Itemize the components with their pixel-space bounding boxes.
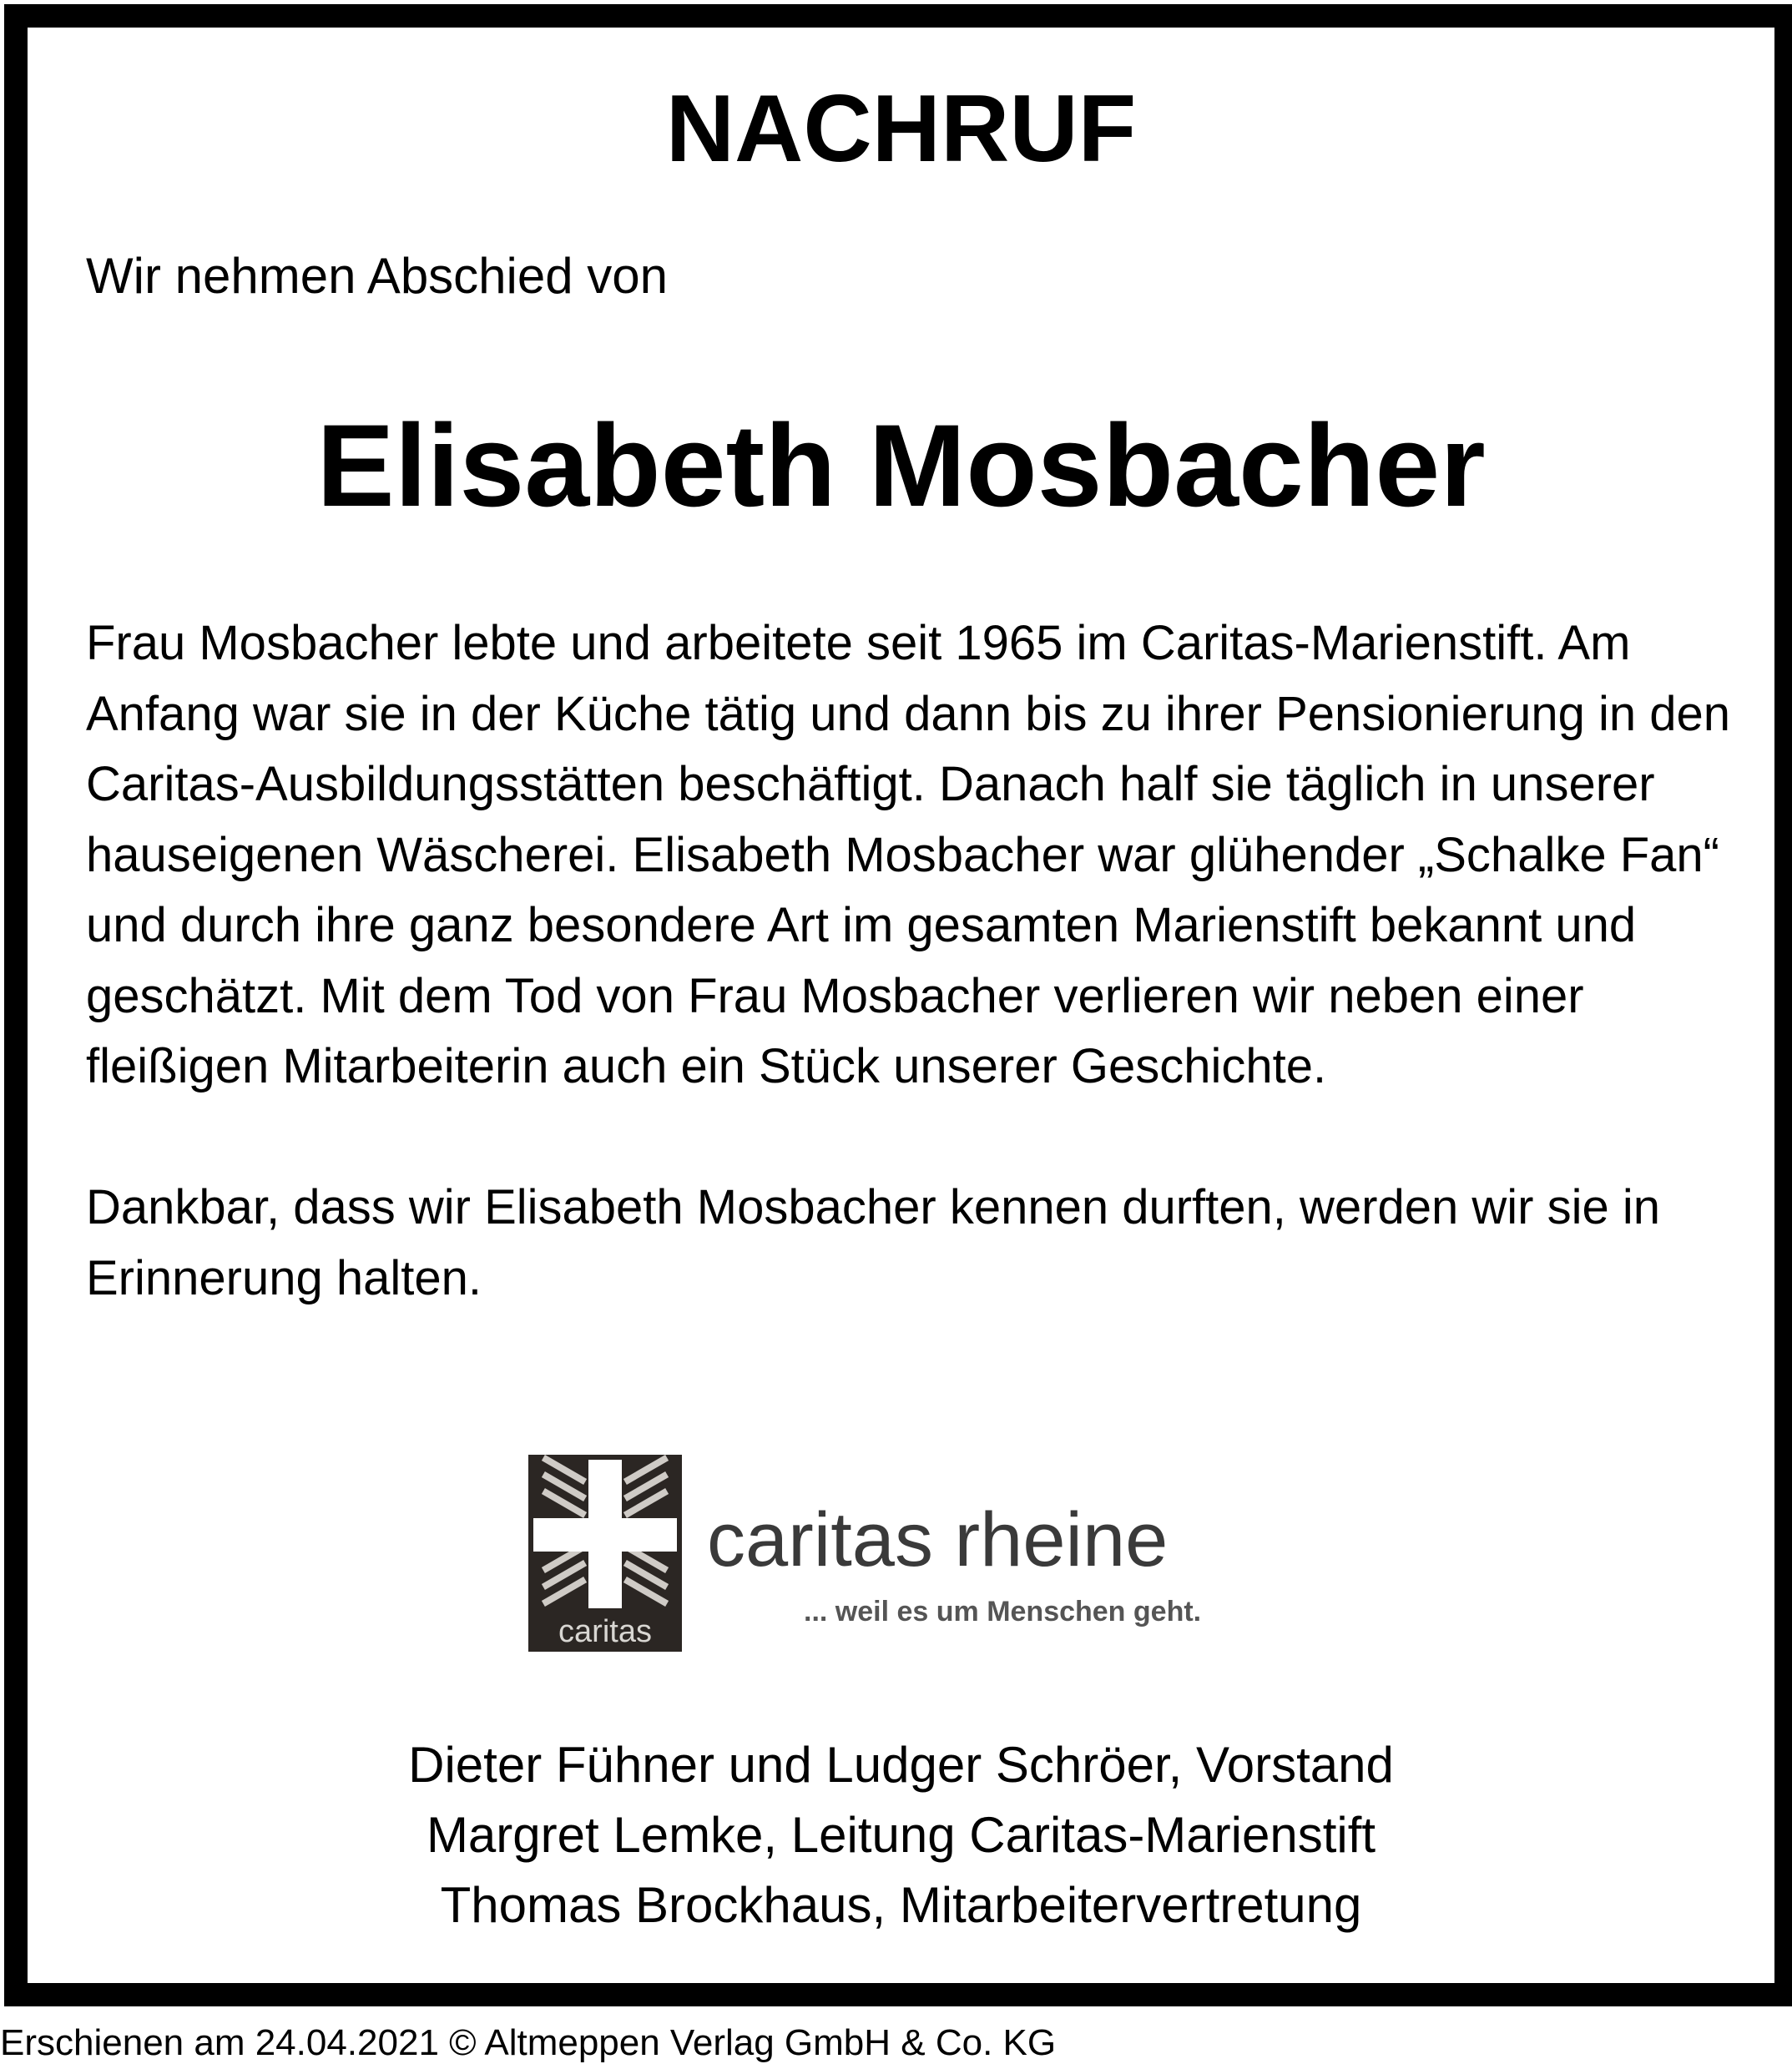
signature-line-2: Margret Lemke, Leitung Caritas-Marienstift	[426, 1807, 1376, 1863]
body-paragraph-1: Frau Mosbacher lebte und arbeitete seit 1965 im Caritas-Marienstift. Am Anfang war sie in der Küche tätig und dann bis zu ihrer Pensionierung in den Caritas-Ausbildungsstätten beschäftigt. Danach half sie täglich in unserer hauseigenen Wäscherei. Elisabeth Mosbacher war glühender „Schalke Fan“ und durch ihre ganz besondere Art im gesamten Marienstift bekannt und geschätzt. Mit dem Tod von Frau Mosbacher verlieren wir neben einer fleißigen Mitarbeiterin auch ein Stück unserer Geschichte.	[86, 616, 1731, 1093]
intro-line: Wir nehmen Abschied von	[86, 248, 669, 304]
logo-name: caritas rheine	[707, 1497, 1169, 1582]
obituary-frame	[4, 4, 1792, 2006]
signatures	[28, 1730, 1774, 1940]
caritas-cross-icon	[528, 1455, 682, 1652]
body-paragraph-2: Dankbar, dass wir Elisabeth Mosbacher kennen durften, werden wir sie in Erinnerung halten.	[86, 1180, 1660, 1305]
obituary-body	[86, 608, 1755, 1314]
logo-tagline: ... weil es um Menschen geht.	[804, 1596, 1202, 1627]
obituary-heading: NACHRUF	[665, 76, 1137, 182]
deceased-name: Elisabeth Mosbacher	[316, 400, 1486, 531]
signature-line-1: Dieter Fühner und Ludger Schröer, Vorstand	[408, 1737, 1394, 1793]
logo-mark-label: caritas	[558, 1614, 652, 1649]
caritas-logo	[528, 1455, 1296, 1652]
publication-footer: Erschienen am 24.04.2021 © Altmeppen Verlag GmbH & Co. KG	[0, 2022, 1057, 2063]
signature-line-3: Thomas Brockhaus, Mitarbeitervertretung	[440, 1877, 1362, 1933]
